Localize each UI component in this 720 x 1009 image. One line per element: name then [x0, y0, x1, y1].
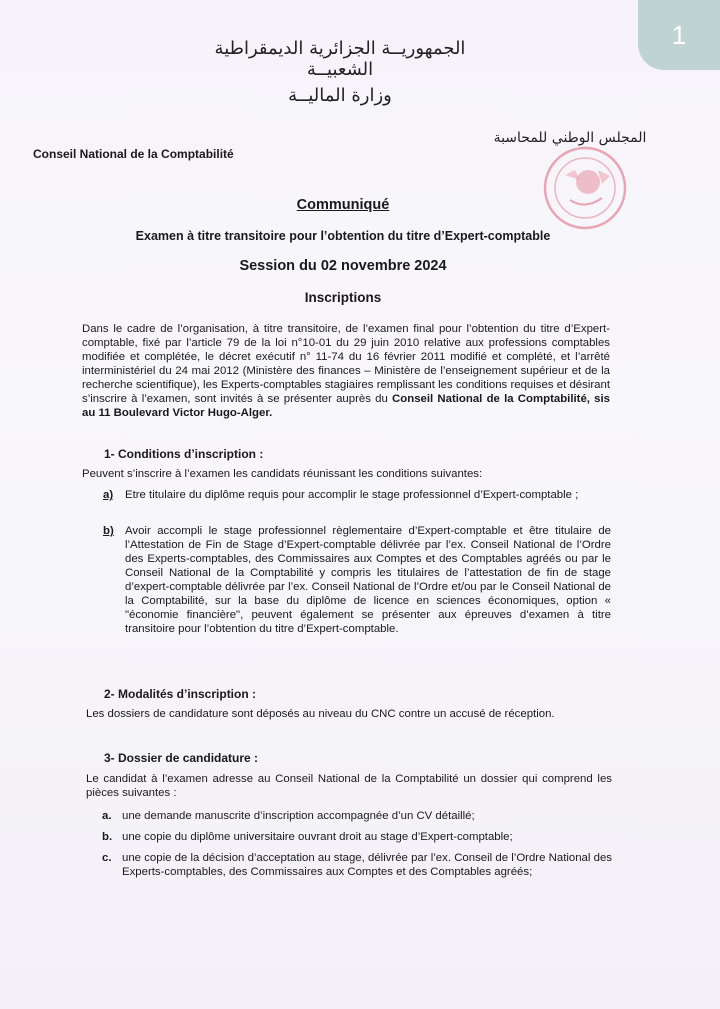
intro-paragraph — [82, 322, 610, 420]
section2-text: Les dossiers de candidature sont déposés au niveau du CNC contre un accusé de réception. — [86, 708, 555, 720]
list-text: une demande manuscrite d’inscription accompagnée d’un CV détaillé; — [122, 810, 475, 822]
list-text: Avoir accompli le stage professionnel règlementaire d’Expert-comptable et être titulaire de l’Attestation de Fin de Stage d’Expert-comptable délivrée par l’ex. Conseil National de l’Ordre des Experts-comptables, des Commissaires aux Comptes et des Comptables agréés ou par le Conseil National de la Comptabilité y compris les titulaires de l’attestation de fin de stage d’expert-comptable délivrée par l’ex. Conseil National de l’Ordre et/ou par le Conseil National de la Comptabilité, sur la base du diplôme de licence en sciences économiques, option « "économie financière", peuvent également se présenter aux épreuves d’examen à titre transitoire pour l’obtention du titre d’Expert-comptable. — [125, 525, 611, 635]
list-text: Etre titulaire du diplôme requis pour accomplir le stage professionnel d’Expert-comptable ; — [125, 489, 579, 501]
document-subtitle: Examen à titre transitoire pour l’obtention du titre d’Expert-comptable — [135, 229, 551, 243]
section1-heading: 1- Conditions d’inscription : — [104, 447, 264, 461]
council-name-fr: Conseil National de la Comptabilité — [33, 147, 234, 161]
intro-address: Conseil National de la Comptabilité, sis au 11 Boulevard Victor Hugo-Alger. — [82, 393, 611, 419]
section2-heading: 2- Modalités d’inscription : — [104, 687, 257, 701]
list-text: une copie du diplôme universitaire ouvrant droit au stage d’Expert-comptable; — [122, 831, 513, 843]
list-marker: b) — [103, 525, 114, 537]
list-text: une copie de la décision d’acceptation au stage, délivrée par l’ex. Conseil de l’Ordre National des Experts-comptables, des Commissaires aux Comptes et des Comptables agréés; — [122, 852, 612, 878]
list-item — [103, 524, 611, 636]
list-item — [102, 851, 612, 879]
section1-lead: Peuvent s’inscrire à l’examen les candidats réunissant les conditions suivantes: — [82, 468, 483, 480]
republic-heading-ar: الجمهوريــة الجزائرية الديمقراطية الشعبيــة — [214, 38, 466, 80]
list-item — [103, 488, 611, 502]
session-date: Session du 02 novembre 2024 — [239, 258, 447, 274]
list-item — [102, 830, 612, 844]
section3-lead: Le candidat à l’examen adresse au Conseil National de la Comptabilité un dossier qui comprend les pièces suivantes : — [86, 773, 612, 799]
section-title-inscriptions: Inscriptions — [304, 290, 382, 305]
list-marker: a. — [102, 810, 112, 822]
page-number-badge: 1 — [638, 0, 720, 70]
section3-heading: 3- Dossier de candidature : — [104, 751, 259, 765]
list-marker: a) — [103, 489, 114, 501]
council-heading-ar: المجلس الوطني للمحاسبة — [493, 130, 647, 146]
document-title: Communiqué — [296, 197, 390, 213]
list-item — [102, 809, 612, 823]
list-marker: b. — [102, 831, 113, 843]
list-marker: c. — [102, 852, 112, 864]
official-stamp-icon — [510, 140, 660, 230]
ministry-heading-ar: وزارة الماليــة — [288, 85, 392, 106]
intro-text: Dans le cadre de l’organisation, à titre transitoire, de l’examen final pour l’obtention du titre d’Expert-comptable, fixé par l’article 79 de la loi n°10-01 du 29 juin 2010 relative aux professions comptables modifiée et complétée, le décret exécutif n° 11-74 du 16 février 2011 modifié et complété, et l’arrêté interministériel du 24 mai 2012 (Ministère des finances – Ministère de l’enseignement supérieur et de la recherche scientifique), les Experts-comptables stagiaires remplissant les conditions requises et désirant s’inscrire à l’examen, sont invités à se présenter auprès du — [82, 323, 610, 405]
